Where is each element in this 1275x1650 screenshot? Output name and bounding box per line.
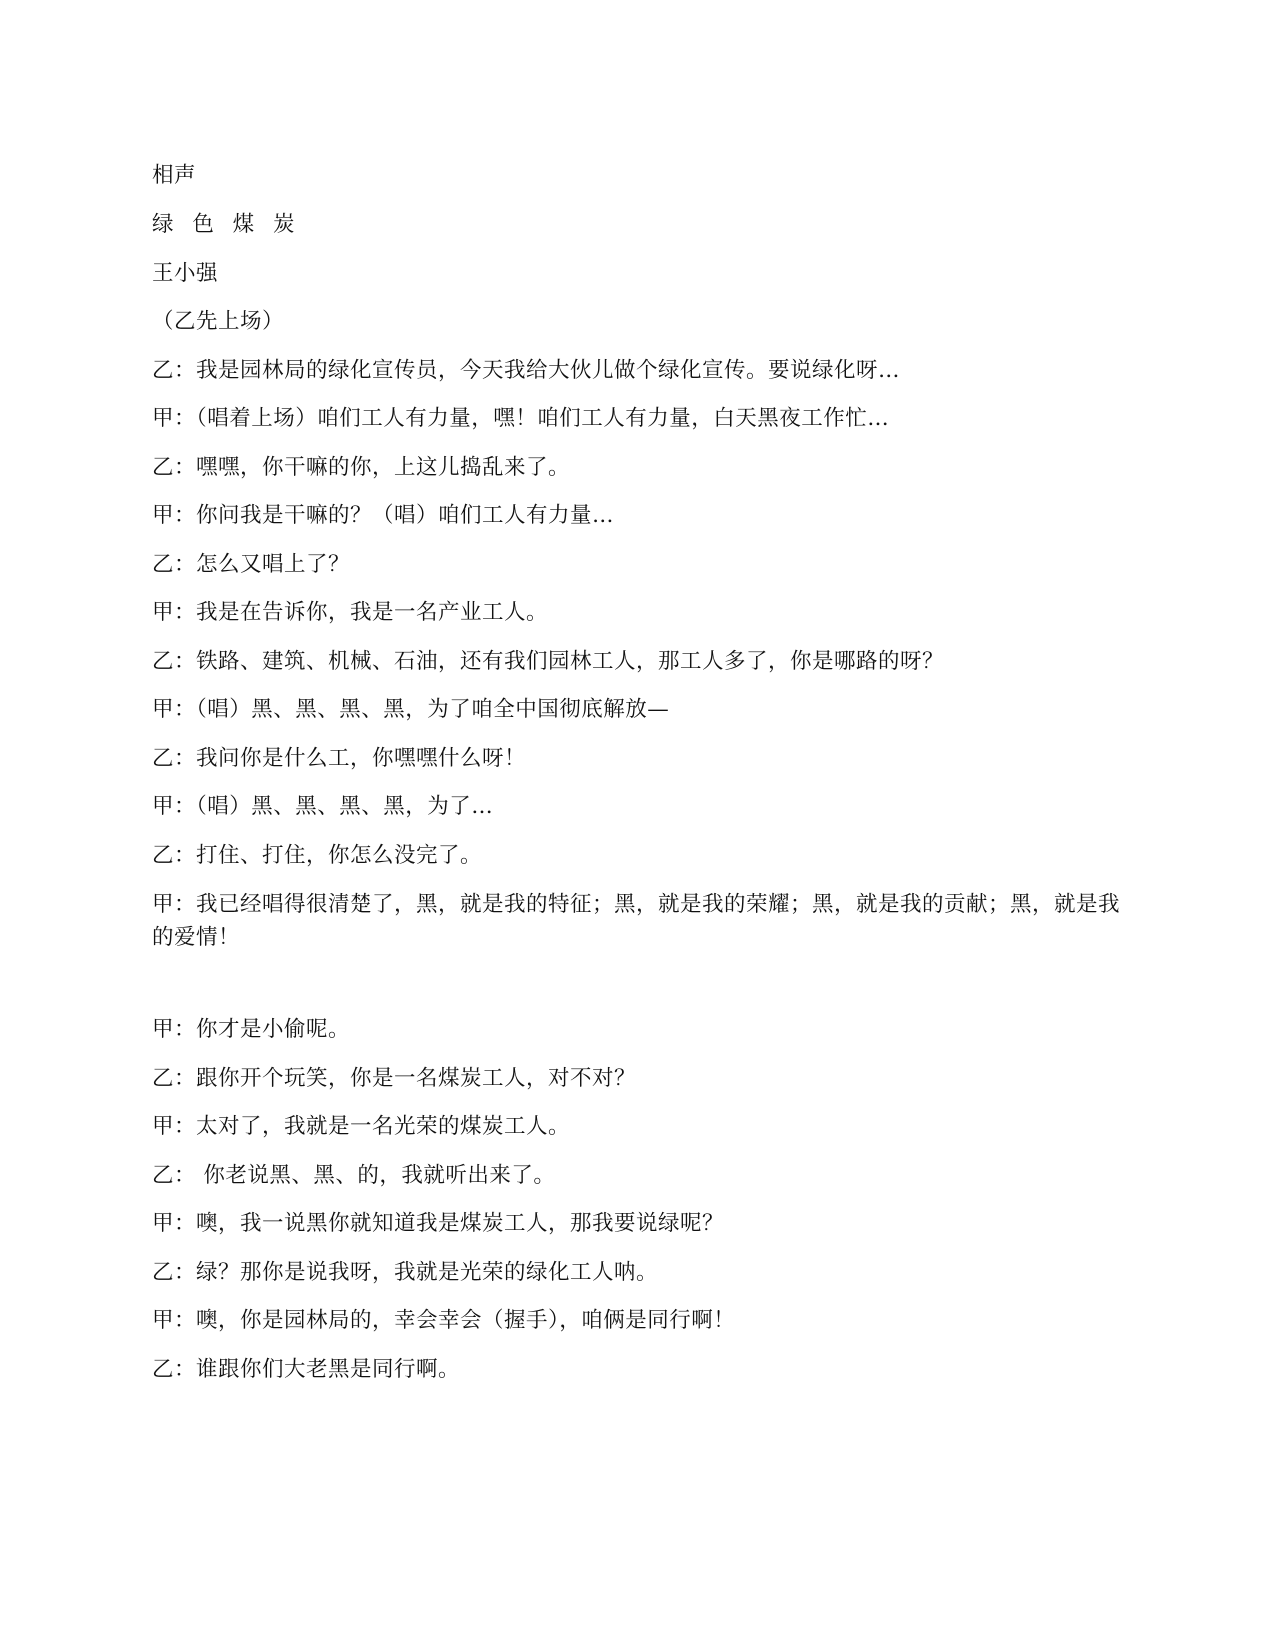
author-name: 王小强	[152, 261, 219, 286]
dialogue-line: 甲：你才是小偷呢。	[152, 1017, 351, 1042]
stage-direction: （乙先上场）	[152, 309, 285, 334]
dialogue-line: 甲：（唱）黑、黑、黑、黑，为了…	[152, 794, 494, 819]
dialogue-line: 甲：（唱着上场）咱们工人有力量，嘿！咱们工人有力量，白天黑夜工作忙…	[152, 406, 890, 431]
dialogue-line: 乙：跟你开个玩笑，你是一名煤炭工人，对不对？	[152, 1066, 637, 1091]
dialogue-line: 乙：绿？那你是说我呀，我就是光荣的绿化工人呐。	[152, 1260, 659, 1285]
dialogue-line: 甲：太对了，我就是一名光荣的煤炭工人。	[152, 1114, 571, 1139]
dialogue-line: 乙：怎么又唱上了？	[152, 552, 351, 577]
dialogue-line: 乙：打住、打住，你怎么没完了。	[152, 843, 483, 868]
dialogue-line: 乙：谁跟你们大老黑是同行啊。	[152, 1357, 461, 1382]
dialogue-line: 乙：铁路、建筑、机械、石油，还有我们园林工人，那工人多了，你是哪路的呀？	[152, 649, 945, 674]
dialogue-line: 乙： 你老说黑、黑、的，我就听出来了。	[152, 1163, 556, 1188]
dialogue-line: 甲：噢，你是园林局的，幸会幸会（握手），咱俩是同行啊！	[152, 1308, 736, 1333]
dialogue-line: 甲：你问我是干嘛的？（唱）咱们工人有力量…	[152, 503, 615, 528]
dialogue-line: 乙：嘿嘿，你干嘛的你，上这儿捣乱来了。	[152, 455, 571, 480]
dialogue-line: 乙：我问你是什么工，你嘿嘿什么呀！	[152, 746, 527, 771]
genre-label: 相声	[152, 163, 197, 188]
dialogue-line: 甲：噢，我一说黑你就知道我是煤炭工人，那我要说绿呢？	[152, 1211, 725, 1236]
document-title: 绿 色 煤 炭	[152, 212, 301, 237]
dialogue-line: 甲：（唱）黑、黑、黑、黑，为了咱全中国彻底解放—	[152, 697, 670, 722]
dialogue-line: 乙：我是园林局的绿化宣传员，今天我给大伙儿做个绿化宣传。要说绿化呀…	[152, 358, 901, 383]
dialogue-line: 甲：我是在告诉你，我是一名产业工人。	[152, 600, 549, 625]
dialogue-line: 甲：我已经唱得很清楚了，黑，就是我的特征；黑，就是我的荣耀；黑，就是我的贡献；黑，就是我的爱情！	[152, 892, 1121, 950]
